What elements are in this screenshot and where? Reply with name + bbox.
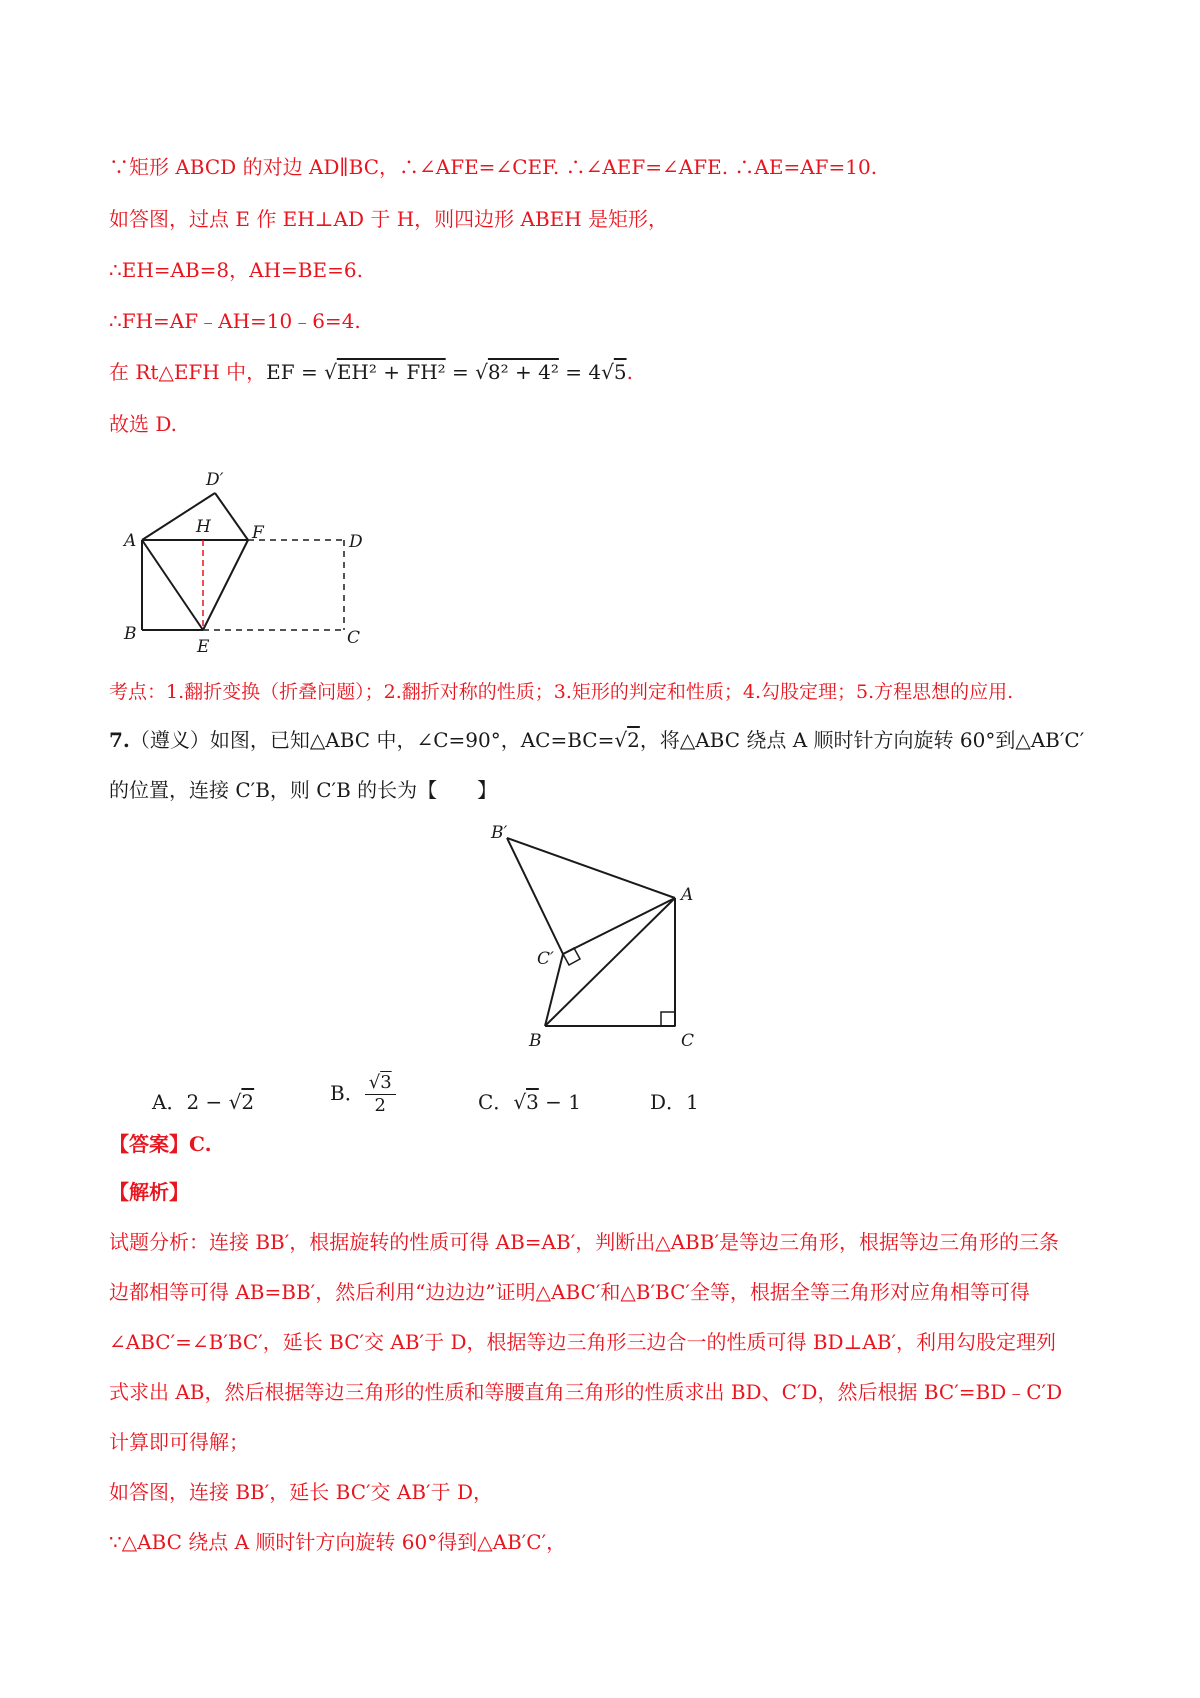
solution-line-2: 如答图，过点 E 作 EH⊥AD 于 H，则四边形 ABEH 是矩形， <box>109 207 669 231</box>
choice-b-label: B． <box>330 1081 365 1105</box>
label-c-prime: C′ <box>537 949 554 969</box>
question-text: ，将△ABC 绕点 A 顺时针方向旋转 60°到△AB′C′ <box>639 728 1085 752</box>
choice-a-radicand: 2 <box>241 1090 255 1114</box>
analysis-line-2: 边都相等可得 AB=BB′，然后利用“边边边”证明△ABC′和△B′BC′全等，根据全等三角形对应角相等可得 <box>109 1280 1030 1304</box>
choice-c-label: C． <box>478 1090 514 1114</box>
solution-line-1: ∵矩形 ABCD 的对边 AD∥BC，∴∠AFE=∠CEF. ∴∠AEF=∠AFE. ∴AE=AF=10. <box>109 155 878 179</box>
solution-line-5 <box>109 358 633 386</box>
choice-b-denominator: 2 <box>374 1095 386 1116</box>
solution-line-4: ∴FH=AF﹣AH=10﹣6=4. <box>109 309 361 333</box>
formula-part: = 4 <box>558 360 602 384</box>
choice-a-label: A． <box>152 1090 187 1114</box>
rotation-triangle-figure <box>485 820 715 1060</box>
choice-b-numerator: √3 <box>365 1072 396 1095</box>
formula-part: EF = <box>266 360 325 384</box>
edge-c-prime-a <box>563 898 675 954</box>
label-e: E <box>197 637 210 655</box>
choice-c-value: − 1 <box>538 1090 581 1114</box>
choice-d[interactable] <box>650 1086 699 1115</box>
solution-line-6: 故选 D. <box>109 412 178 436</box>
analysis-line-7: ∵△ABC 绕点 A 顺时针方向旋转 60°得到△AB′C′， <box>109 1530 567 1554</box>
choice-b-radicand: 3 <box>380 1072 392 1093</box>
edge-ab <box>545 898 675 1026</box>
edge-d-prime-f <box>215 493 248 540</box>
label-c: C <box>681 1031 695 1051</box>
question-text: （遵义）如图，已知△ABC 中，∠C=90°，AC=BC= <box>129 728 615 752</box>
choice-a[interactable]: A．2 − √2 <box>152 1090 255 1114</box>
question-7-line-2: 的位置，连接 C′B，则 C′B 的长为【 】 <box>109 778 498 802</box>
formula-radicand-2: 8² + 4² <box>487 360 559 384</box>
choice-a-value: 2 − <box>186 1090 229 1114</box>
label-a: A <box>681 885 694 905</box>
answer: 【答案】C. <box>109 1132 212 1156</box>
label-f: F <box>252 523 264 543</box>
label-d: D <box>349 532 363 552</box>
solution-line-5-prefix: 在 Rt△EFH 中， <box>109 360 267 384</box>
choice-b[interactable] <box>330 1072 396 1117</box>
choice-c[interactable]: C．√3 − 1 <box>478 1090 581 1114</box>
label-h: H <box>196 517 211 537</box>
analysis-line-5: 计算即可得解； <box>109 1430 249 1454</box>
choice-d-value: 1 <box>686 1090 699 1114</box>
choice-b-fraction <box>365 1072 396 1117</box>
question-7-line-1: 7.（遵义）如图，已知△ABC 中，∠C=90°，AC=BC=√2，将△ABC 绕点 A 顺时针方向旋转 60°到△AB′C′ <box>109 728 1085 752</box>
edge-ef <box>203 540 248 630</box>
solution-line-3: ∴EH=AB=8，AH=BE=6. <box>109 258 363 282</box>
formula-ef: EF = √EH² + FH² = √8² + 4² = 4√5 <box>266 360 627 384</box>
label-b-prime: B′ <box>491 823 508 843</box>
choice-c-radicand: 3 <box>526 1090 539 1114</box>
right-angle-c <box>661 1012 675 1026</box>
fold-rectangle-figure <box>120 465 380 655</box>
choice-d-label: D． <box>650 1090 687 1114</box>
label-b: B <box>124 624 137 644</box>
formula-radicand-1: EH² + FH² <box>336 360 446 384</box>
analysis-line-1: 试题分析：连接 BB′，根据旋转的性质可得 AB=AB′，判断出△ABB′是等边三角形，根据等边三角形的三条 <box>109 1230 1059 1254</box>
kaodian: 考点：1.翻折变换（折叠问题）；2.翻折对称的性质；3.矩形的判定和性质；4.勾股定理；5.方程思想的应用. <box>109 681 1014 703</box>
formula-part: = <box>445 360 476 384</box>
label-c: C <box>347 628 361 648</box>
label-b: B <box>529 1031 542 1051</box>
solution-line-5-suffix: . <box>626 360 633 384</box>
question-number: 7. <box>109 728 130 752</box>
edge-ae <box>142 540 203 630</box>
label-a: A <box>124 531 137 551</box>
analysis-line-6: 如答图，连接 BB′，延长 BC′交 AB′于 D， <box>109 1480 493 1504</box>
formula-radicand-3: 5 <box>613 360 627 384</box>
analysis-title: 【解析】 <box>109 1180 189 1204</box>
analysis-line-4: 式求出 AB，然后根据等边三角形的性质和等腰直角三角形的性质求出 BD、C′D，然后根据 BC′=BD﹣C′D <box>109 1380 1063 1404</box>
analysis-line-3: ∠ABC′=∠B′BC′，延长 BC′交 AB′于 D，根据等边三角形三边合一的性质可得 BD⊥AB′，利用勾股定理列 <box>109 1330 1057 1354</box>
label-d-prime: D′ <box>206 470 224 490</box>
question-radicand: 2 <box>627 728 640 752</box>
